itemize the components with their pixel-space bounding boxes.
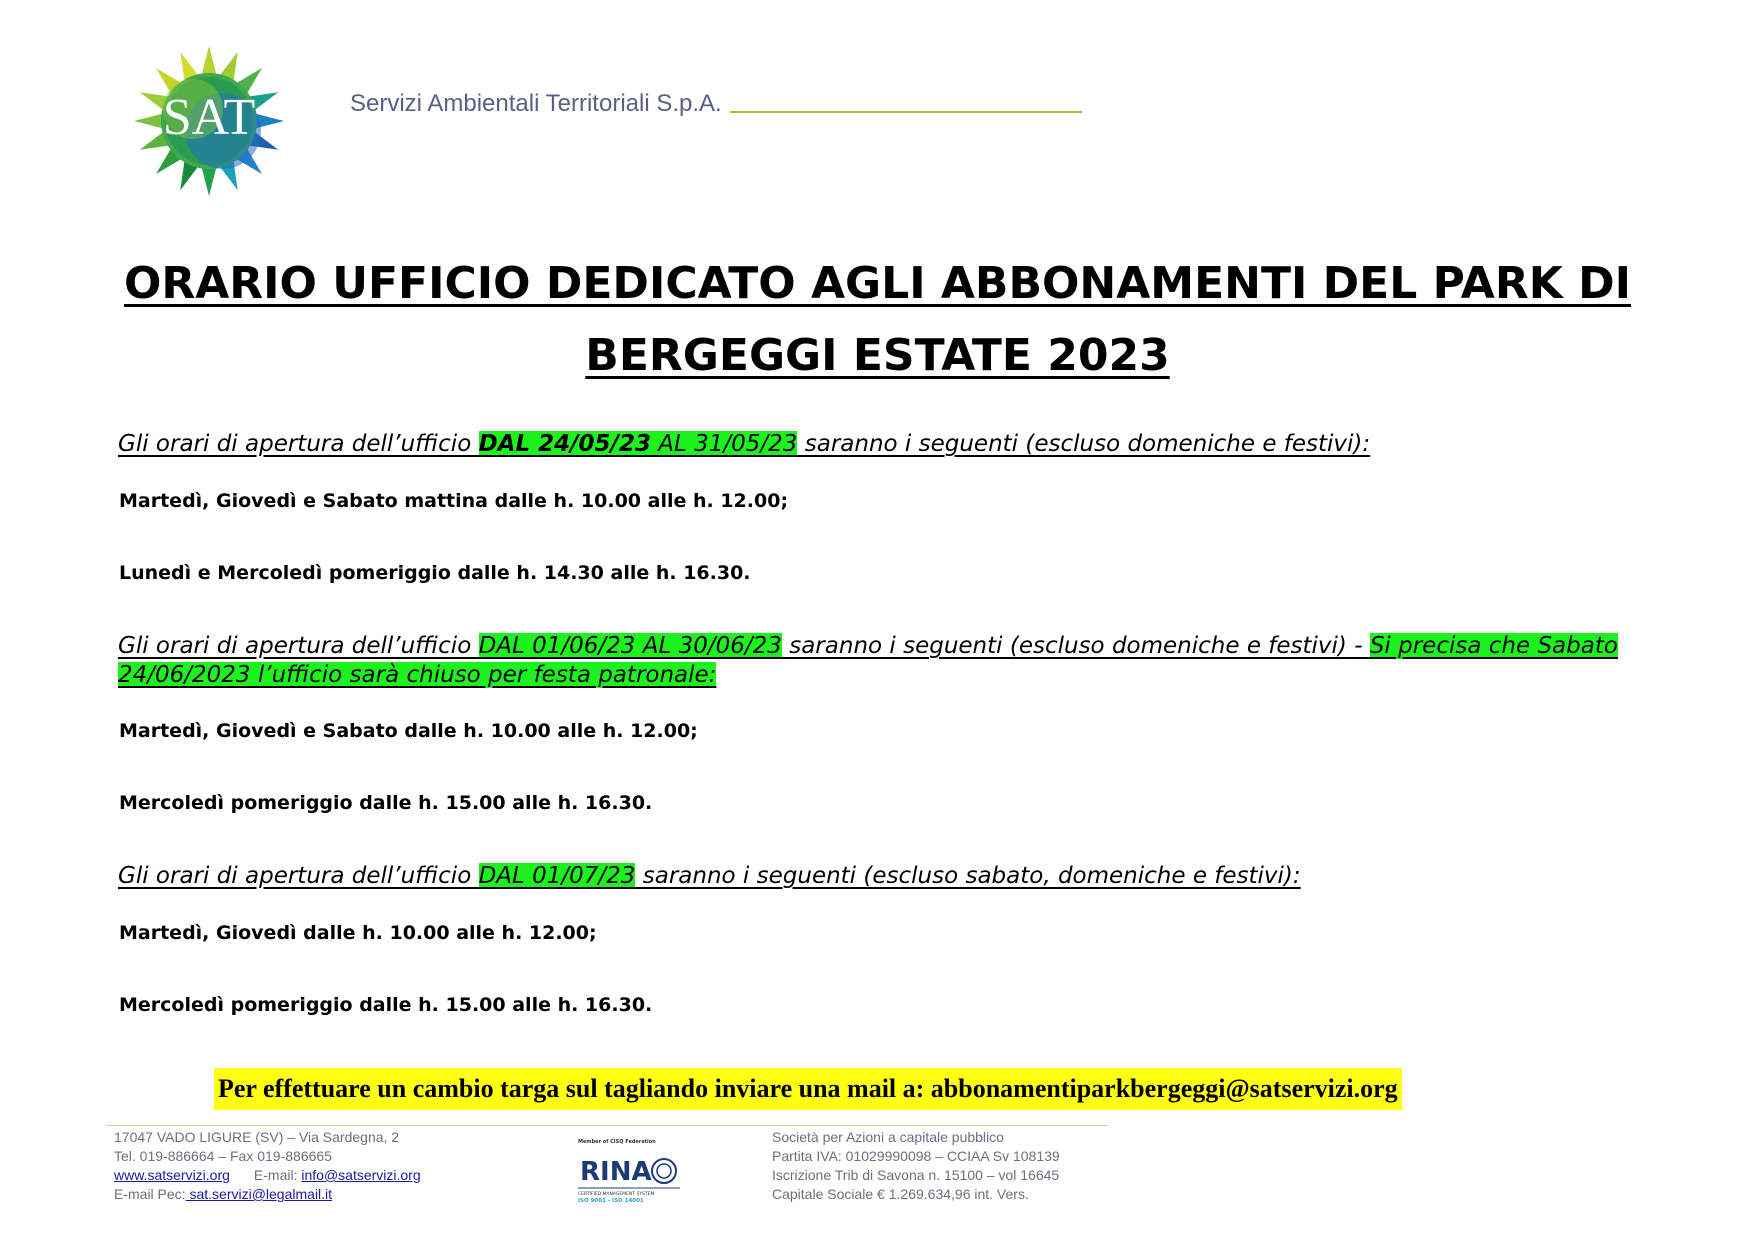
company-type: Società per Azioni a capitale pubblico [772,1129,1004,1145]
svg-text:RINA: RINA [580,1157,652,1187]
sat-logo-icon [134,46,284,196]
company-underline [730,111,1082,113]
schedule-item: Lunedì e Mercoledì pomeriggio dalle h. 14.30 alle h. 16.30. [119,562,751,584]
footer-address: 17047 VADO LIGURE (SV) – Via Sardegna, 2 [114,1129,400,1145]
schedule-item: Mercoledì pomeriggio dalle h. 15.00 alle h. 16.30. [119,994,653,1016]
website-link[interactable]: www.satservizi.org [114,1167,230,1183]
svg-text:Member of CISQ Federation: Member of CISQ Federation [578,1139,656,1145]
vat-number: Partita IVA: 01029990098 – CCIAA Sv 108139 [772,1148,1060,1164]
page-title [0,248,1755,392]
period-highlight: DAL 01/07/23 [478,863,636,889]
period-highlight: DAL 01/06/23 AL 30/06/23 [478,633,782,659]
email-link[interactable]: info@satservizi.org [301,1167,421,1183]
footer-web-row [114,1166,421,1185]
company-name-text: Servizi Ambientali Territoriali S.p.A. [350,90,722,117]
intro-text: Gli orari di apertura dell’ufficio [118,431,479,457]
schedule-item: Martedì, Giovedì e Sabato dalle h. 10.00 alle h. 12.00; [119,720,698,742]
sat-logo [134,46,284,196]
schedule-item: Martedì, Giovedì dalle h. 10.00 alle h. 12.00; [119,922,597,944]
rina-cert-icon [576,1136,684,1204]
svg-text:ISO 9001 - ISO 14001: ISO 9001 - ISO 14001 [578,1198,644,1204]
footer-contacts [114,1128,421,1204]
rina-certification [576,1136,684,1204]
section-1-intro [118,430,1638,459]
svg-text:CERTIFIED MANAGEMENT SYSTEM: CERTIFIED MANAGEMENT SYSTEM [578,1192,655,1197]
schedule-item: Mercoledì pomeriggio dalle h. 15.00 alle h. 16.30. [119,792,653,814]
period-highlight: DAL 24/05/23 [478,431,651,457]
pec-label: E-mail Pec: [114,1186,186,1202]
title-line-1: ORARIO UFFICIO DEDICATO AGLI ABBONAMENTI DEL PARK DI [123,258,1632,309]
footer-divider [106,1125,1108,1126]
intro-text: Gli orari di apertura dell’ufficio [118,863,479,889]
footer-phone: Tel. 019-886664 – Fax 019-886665 [114,1148,332,1164]
closure-note: Si precisa che Sabato 24/06/2023 l’ufficio sarà chiuso per festa patronale: [118,633,1618,688]
section-2-intro [118,632,1638,690]
intro-text: saranno i seguenti (escluso sabato, domeniche e festivi): [635,863,1301,889]
pec-link[interactable]: sat.servizi@legalmail.it [185,1186,333,1202]
footer-company-info [772,1128,1060,1204]
intro-text: saranno i seguenti (escluso domeniche e festivi): [797,431,1371,457]
svg-text:SAT: SAT [162,89,256,146]
company-name [350,90,1082,118]
court-registration: Iscrizione Trib di Savona n. 15100 – vol 16645 [772,1167,1060,1183]
share-capital: Capitale Sociale € 1.269.634,96 int. Vers. [772,1186,1029,1202]
title-line-2: BERGEGGI ESTATE 2023 [585,330,1170,381]
section-3-intro [118,862,1638,891]
intro-text: saranno i seguenti (escluso domeniche e festivi) - [781,633,1370,659]
plate-change-notice: Per effettuare un cambio targa sul tagliando inviare una mail a: abbonamentiparkbergeggi@satservizi.org [214,1068,1402,1110]
email-label: E-mail: [253,1167,302,1183]
footer-pec-row [114,1185,421,1204]
intro-text: Gli orari di apertura dell’ufficio [118,633,479,659]
schedule-item: Martedì, Giovedì e Sabato mattina dalle h. 10.00 alle h. 12.00; [119,490,789,512]
period-highlight: AL 31/05/23 [650,431,798,457]
